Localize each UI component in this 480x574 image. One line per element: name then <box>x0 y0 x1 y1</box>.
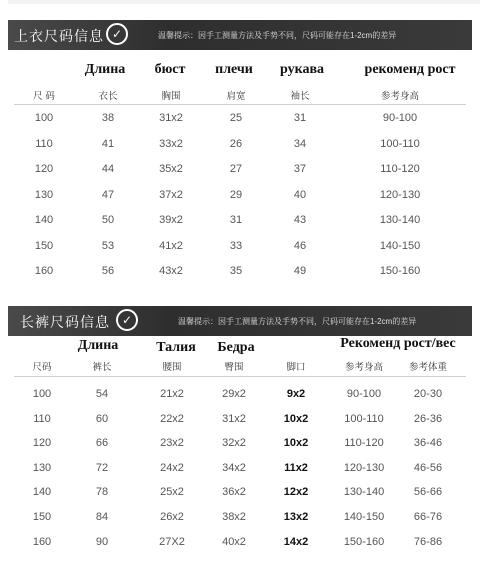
top-header-rule <box>14 104 466 105</box>
table-cell: 9x2 <box>286 388 306 400</box>
table-cell: 43x2 <box>159 265 183 277</box>
table-cell: 120-130 <box>343 461 385 474</box>
top-header-cn: 参考身高 <box>380 91 420 102</box>
table-cell: 13x2 <box>283 511 309 523</box>
table-cell: 38 <box>101 112 115 124</box>
top-header-ru: плечи <box>215 62 253 77</box>
table-cell: 26-36 <box>413 412 443 425</box>
table-cell: 43 <box>293 214 307 226</box>
table-cell: 20-30 <box>413 388 443 400</box>
table-cell: 72 <box>95 461 109 474</box>
table-cell: 40x2 <box>222 535 246 548</box>
table-row <box>0 163 480 183</box>
table-cell: 100 <box>34 112 54 124</box>
table-cell: 47 <box>101 188 115 201</box>
table-cell: 46-56 <box>413 461 443 474</box>
table-cell: 53 <box>101 239 115 252</box>
table-cell: 31x2 <box>159 112 183 124</box>
table-cell: 56 <box>101 265 115 277</box>
bottom-header-ru: Бедра <box>217 340 255 355</box>
bottom-header-cn: 裤长 <box>92 362 112 373</box>
table-cell: 29 <box>229 188 243 201</box>
bottom-header-ru: Талия <box>156 340 196 355</box>
table-cell: 140-150 <box>343 511 385 523</box>
table-cell: 76-86 <box>413 535 443 548</box>
table-cell: 31 <box>229 214 243 226</box>
bottom-band-title: 长裤尺码信息 <box>20 314 110 330</box>
table-cell: 41 <box>101 137 115 150</box>
table-cell: 26 <box>229 137 243 150</box>
top-header-cn: 尺 码 <box>33 91 55 102</box>
table-cell: 110-120 <box>380 163 420 175</box>
table-cell: 56-66 <box>413 486 443 499</box>
table-cell: 21x2 <box>160 388 184 400</box>
top-band-title: 上衣尺码信息 <box>14 28 104 44</box>
top-header-ru: Длина <box>84 62 126 77</box>
table-row <box>0 214 480 234</box>
table-cell: 110-120 <box>344 437 384 450</box>
top-header-ru: рукава <box>279 62 325 77</box>
table-cell: 120 <box>34 163 54 175</box>
table-cell: 22x2 <box>160 412 184 425</box>
table-row <box>0 240 480 260</box>
table-cell: 78 <box>95 486 109 499</box>
table-cell: 130-140 <box>343 486 385 499</box>
table-row <box>0 265 480 285</box>
table-cell: 33x2 <box>159 137 183 150</box>
table-row <box>0 388 480 408</box>
table-cell: 41x2 <box>159 239 183 252</box>
table-cell: 32x2 <box>222 437 246 450</box>
top-header-ru: рекоменд рост <box>364 62 456 77</box>
table-cell: 84 <box>95 511 109 523</box>
table-cell: 50 <box>101 214 115 226</box>
table-cell: 66 <box>95 437 109 450</box>
bottom-header-ru: Длина <box>77 338 119 353</box>
table-row <box>0 138 480 158</box>
table-cell: 12x2 <box>283 486 309 499</box>
top-header-ru: бюст <box>154 62 186 77</box>
table-row <box>0 437 480 457</box>
bottom-size-band <box>8 306 472 336</box>
check-circle-icon: ✓ <box>106 23 128 45</box>
table-cell: 90 <box>95 535 109 548</box>
table-cell: 10x2 <box>283 412 309 425</box>
table-cell: 14x2 <box>283 535 309 548</box>
bottom-header-cn: 腰围 <box>162 362 182 373</box>
table-cell: 120 <box>32 437 52 450</box>
table-cell: 160 <box>34 265 54 277</box>
top-header-cn: 衣长 <box>98 91 118 102</box>
table-cell: 37x2 <box>159 188 183 201</box>
bottom-band-note: 温馨提示：因手工测量方法及手势不同，尺码可能存在1-2cm的差异 <box>178 317 417 326</box>
bottom-header-cn: 臀围 <box>224 362 244 373</box>
table-cell: 100-110 <box>380 137 420 150</box>
top-header-cn: 肩宽 <box>226 91 246 102</box>
table-row <box>0 536 480 556</box>
table-cell: 150 <box>32 511 52 523</box>
top-band-note: 温馨提示：因手工测量方法及手势不同，尺码可能存在1-2cm的差异 <box>158 31 397 40</box>
table-cell: 110 <box>35 137 53 150</box>
table-cell: 23x2 <box>160 437 184 450</box>
table-cell: 27 <box>229 163 243 175</box>
table-cell: 10x2 <box>283 437 309 450</box>
table-cell: 24x2 <box>160 461 184 474</box>
table-cell: 26x2 <box>160 511 184 523</box>
table-cell: 44 <box>101 163 115 175</box>
table-cell: 38x2 <box>222 511 246 523</box>
top-divider <box>8 0 480 4</box>
table-row <box>0 486 480 506</box>
table-cell: 35x2 <box>159 163 183 175</box>
bottom-header-cn: 脚口 <box>286 362 306 373</box>
table-cell: 36x2 <box>222 486 246 499</box>
table-cell: 130-140 <box>379 214 421 226</box>
table-cell: 25 <box>229 112 243 124</box>
top-size-band <box>8 20 472 50</box>
table-cell: 29x2 <box>222 388 246 400</box>
table-cell: 160 <box>32 535 52 548</box>
table-cell: 60 <box>95 412 109 425</box>
top-header-cn: 袖长 <box>290 91 310 102</box>
table-cell: 120-130 <box>379 188 421 201</box>
table-cell: 100 <box>32 388 52 400</box>
table-row <box>0 462 480 482</box>
table-cell: 37 <box>293 163 307 175</box>
table-row <box>0 413 480 433</box>
table-cell: 140-150 <box>379 239 421 252</box>
table-cell: 130 <box>34 188 54 201</box>
table-cell: 40 <box>293 188 307 201</box>
table-cell: 150-160 <box>343 535 385 548</box>
check-circle-icon: ✓ <box>116 309 138 331</box>
table-cell: 150-160 <box>379 265 421 277</box>
table-cell: 27X2 <box>159 535 185 548</box>
bottom-header-cn: 尺码 <box>32 362 52 373</box>
top-header-cn: 胸围 <box>161 91 181 102</box>
table-cell: 140 <box>34 214 54 226</box>
table-cell: 11x2 <box>284 461 308 474</box>
bottom-header-cn: 参考体重 <box>408 362 448 373</box>
table-cell: 90-100 <box>346 388 382 400</box>
table-cell: 110 <box>33 412 51 425</box>
table-cell: 34x2 <box>222 461 246 474</box>
bottom-header-rule <box>14 376 466 377</box>
table-cell: 130 <box>32 461 52 474</box>
table-row <box>0 112 480 132</box>
table-cell: 36-46 <box>413 437 443 450</box>
table-cell: 46 <box>293 239 307 252</box>
table-cell: 31 <box>293 112 307 124</box>
table-cell: 34 <box>293 137 307 150</box>
bottom-header-cn: 参考身高 <box>344 362 384 373</box>
table-cell: 49 <box>293 265 307 277</box>
table-cell: 31x2 <box>222 412 246 425</box>
table-cell: 66-76 <box>413 511 443 523</box>
table-cell: 33 <box>229 239 243 252</box>
table-cell: 150 <box>34 239 54 252</box>
table-cell: 39x2 <box>159 214 183 226</box>
table-cell: 54 <box>95 388 109 400</box>
table-cell: 25x2 <box>160 486 184 499</box>
table-cell: 100-110 <box>344 412 384 425</box>
table-cell: 90-100 <box>382 112 418 124</box>
table-cell: 140 <box>32 486 52 499</box>
table-cell: 35 <box>229 265 243 277</box>
table-row <box>0 511 480 531</box>
table-row <box>0 189 480 209</box>
bottom-header-ru: Рекоменд рост/вес <box>340 336 456 351</box>
